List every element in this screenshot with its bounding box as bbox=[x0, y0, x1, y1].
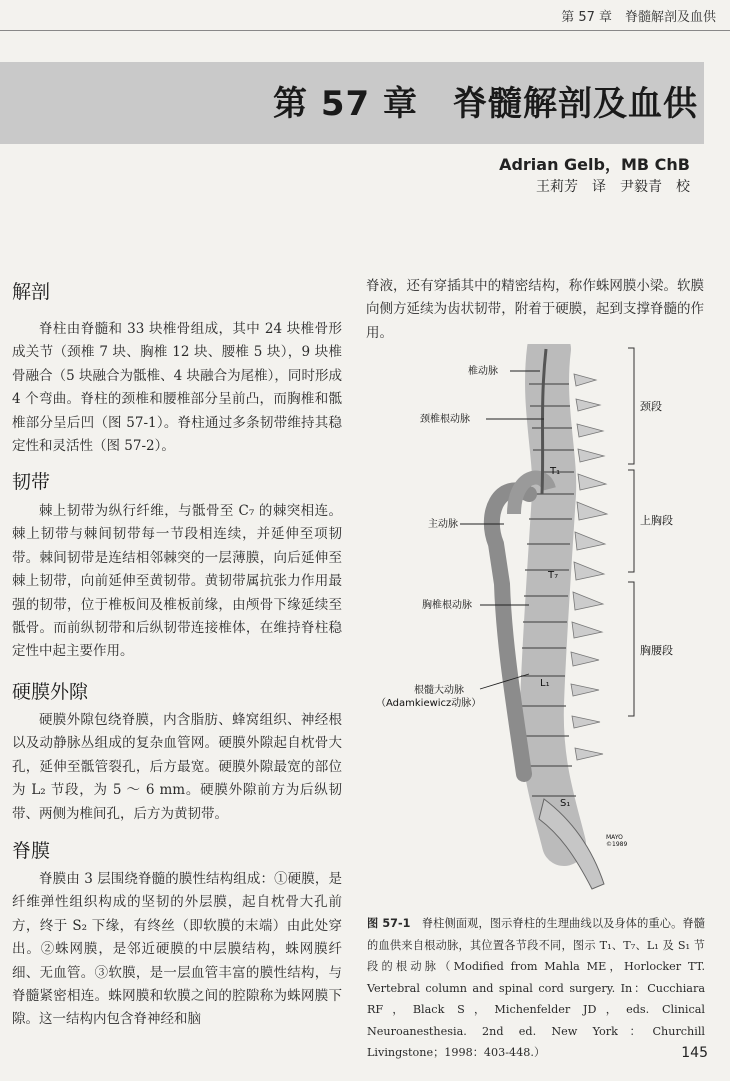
running-header: 第 57 章 脊髓解剖及血供 bbox=[561, 10, 716, 25]
paragraph-anatomy: 脊柱由脊髓和 33 块椎骨组成，其中 24 块椎骨形成关节（颈椎 7 块、胸椎 12 块、腰椎 5 块），9 块椎骨融合（5 块融合为骶椎、4 块融合为尾椎），同时形成 4 个弯曲。脊柱的颈椎和腰椎部分呈前凸，而胸椎和骶椎部分呈后凹（图 57-1）。脊柱通过多条韧带维持其稳定性和灵活性（图 57-2）。 bbox=[12, 321, 342, 455]
label-cervical-radicular: 颈椎根动脉 bbox=[420, 414, 470, 425]
section-heading-meninges: 脊膜 bbox=[12, 840, 51, 862]
label-thoracic-radicular: 胸椎根动脉 bbox=[422, 600, 472, 611]
region-thoracolumbar: 胸腰段 bbox=[640, 644, 673, 657]
label-vertebral-artery: 椎动脉 bbox=[468, 366, 498, 377]
label-t1: T₁ bbox=[550, 466, 561, 477]
section-heading-anatomy: 解剖 bbox=[12, 281, 51, 303]
paragraph-epidural: 硬膜外隙包绕脊膜，内含脂肪、蜂窝组织、神经根以及动静脉丛组成的复杂血管网。硬膜外隙起自枕骨大孔，延伸至骶管裂孔，后方最宽。硬膜外隙最宽的部位为 L₂ 节段，为 5 ～ 6 mm。硬膜外隙前方为后纵韧带、两侧为椎间孔，后方为黄韧带。 bbox=[12, 712, 342, 822]
header-rule bbox=[0, 30, 730, 31]
paragraph-meninges-left: 脊膜由 3 层围绕脊髓的膜性结构组成：①硬膜，是纤维弹性组织构成的坚韧的外层膜，起自枕骨大孔前方，终于 S₂ 下缘，有终丝（即软膜的末端）由此处穿出。②蛛网膜，是邻近硬膜的中层膜结构，蛛网膜纤细、无血管。③软膜，是一层血管丰富的膜性结构，与脊髓紧密相连。蛛网膜和软膜之间的腔隙称为蛛网膜下隙。这一结构内包含脊神经和脑 bbox=[12, 871, 342, 1028]
paragraph-ligaments: 棘上韧带为纵行纤维，与骶骨至 C₇ 的棘突相连。棘上韧带与棘间韧带每一节段相连续，并延伸至项韧带。棘间韧带是连结相邻棘突的一层薄膜，向后延伸至棘上韧带，向前延伸至黄韧带。黄韧带属抗张力作用最强的韧带，位于椎板间及椎板前缘，由颅骨下缘延续至骶骨。而前纵韧带和后纵韧带连接椎体，在维持脊柱稳定性中起主要作用。 bbox=[12, 503, 342, 660]
section-heading-epidural: 硬膜外隙 bbox=[12, 681, 89, 703]
author: Adrian Gelb，MB ChB bbox=[499, 155, 690, 174]
label-adamkiewicz: （Adamkiewicz动脉） bbox=[376, 698, 482, 709]
section-heading-ligaments: 韧带 bbox=[12, 471, 51, 493]
spine-illustration bbox=[364, 344, 704, 904]
region-brackets bbox=[628, 348, 634, 716]
label-t7: T₇ bbox=[548, 570, 559, 581]
figure-caption bbox=[367, 913, 705, 1064]
label-s1: S₁ bbox=[560, 798, 571, 809]
mayo-watermark: MAYO ©1989 bbox=[606, 834, 628, 848]
caption-number: 图 57-1 bbox=[367, 917, 411, 930]
label-radicularis-magna: 根髓大动脉 bbox=[414, 685, 464, 696]
spinous-processes bbox=[571, 374, 607, 760]
spine-figure bbox=[364, 344, 704, 904]
page-number: 145 bbox=[681, 1045, 708, 1061]
chapter-title: 第 57 章 脊髓解剖及血供 bbox=[273, 84, 698, 124]
label-aorta: 主动脉 bbox=[428, 519, 458, 530]
label-l1: L₁ bbox=[540, 678, 550, 689]
region-cervical: 颈段 bbox=[640, 400, 662, 413]
caption-text: 脊柱侧面观，图示脊柱的生理曲线以及身体的重心。脊髓的血供来自根动脉，其位置各节段不同，图示 T₁、T₇、L₁ 及 S₁ 节段的根动脉（Modified from Mahla ME，Horlocker TT. Vertebral column and spinal cord surgery. In：Cucchiara RF，Black S，Michenfelder JD，eds. Clinical Neuroanesthesia. 2nd ed. New York：Churchill Livingstone；1998：403-448.） bbox=[367, 917, 705, 1059]
paragraph-meninges-right: 脊液，还有穿插其中的精密结构，称作蛛网膜小梁。软膜向侧方延续为齿状韧带，附着于硬膜，起到支撑脊髓的作用。 bbox=[366, 278, 704, 341]
region-upper-thoracic: 上胸段 bbox=[640, 514, 673, 527]
translators: 王莉芳 译 尹毅青 校 bbox=[536, 179, 690, 195]
